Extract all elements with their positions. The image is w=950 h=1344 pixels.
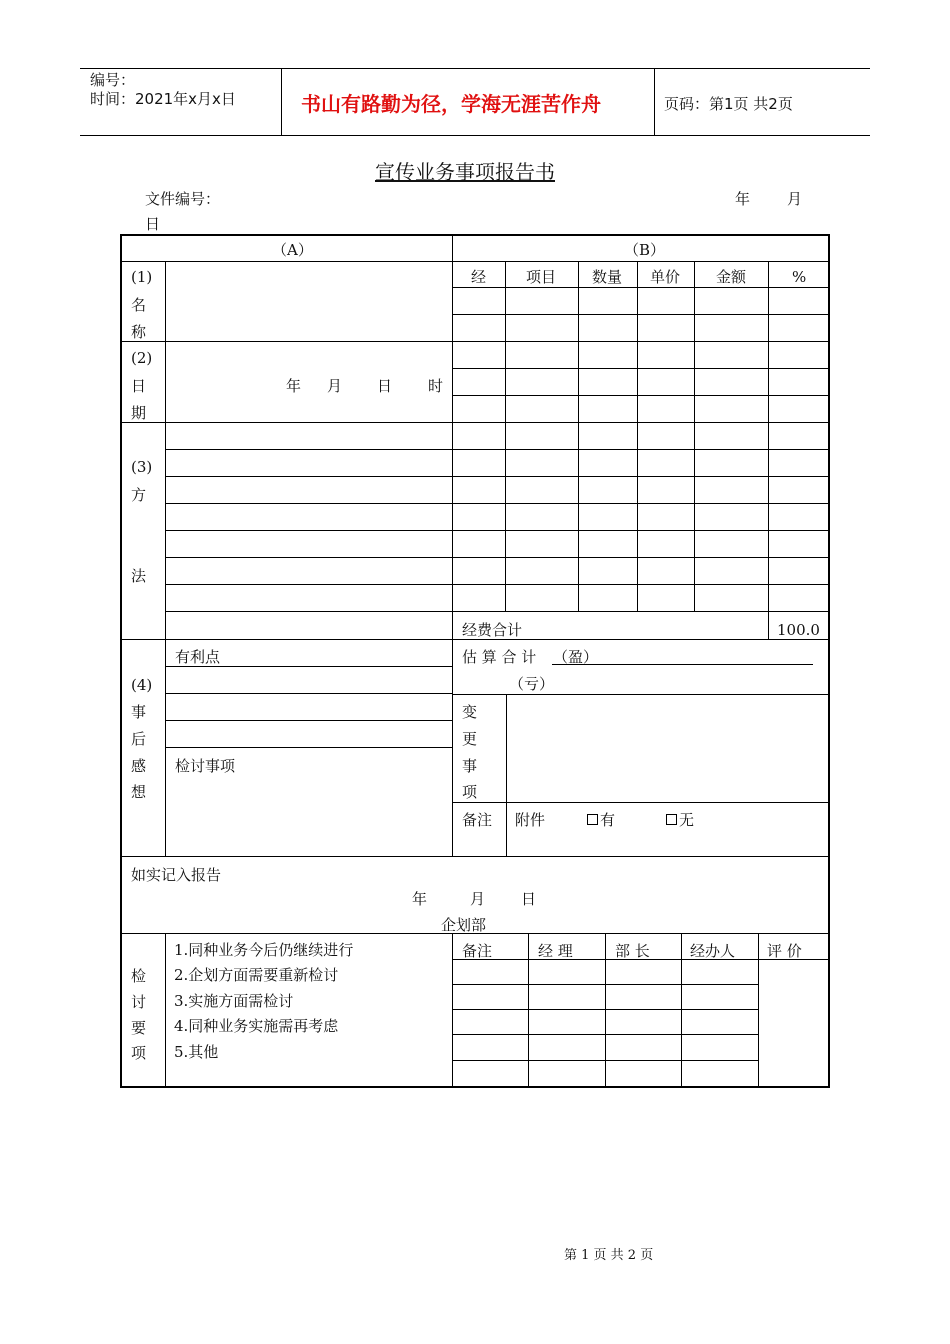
checkbox-icon (587, 814, 598, 825)
attach-no-option[interactable] (666, 811, 694, 829)
estimate-profit: （盈） (553, 648, 599, 666)
file-number-label: 文件编号： (145, 190, 221, 208)
date-day: 日 (145, 215, 161, 233)
b-header-quantity: 数量 (592, 268, 623, 286)
row2-label-a: 日 (131, 377, 147, 395)
attach-no-label: 无 (679, 811, 695, 829)
advantages-label: 有利点 (175, 648, 221, 666)
change-label-d: 项 (462, 783, 478, 801)
row4-label-d: 想 (131, 783, 147, 801)
review-item-1: 1.同种业务今后仍继续进行 (174, 941, 354, 959)
b-header-amount: 金额 (716, 268, 747, 286)
sign-header-remark: 备注 (462, 942, 493, 960)
row4-label-a: 事 (131, 703, 147, 721)
row3-label-a: 方 (131, 486, 147, 504)
sign-header-evaluation: 评 价 (767, 942, 802, 960)
attach-yes-option[interactable] (587, 811, 615, 829)
record-year: 年 (412, 890, 428, 908)
total-value: 100.0 (777, 621, 820, 639)
total-label: 经费合计 (462, 621, 523, 639)
b-header-unit-price: 单价 (650, 268, 681, 286)
number-label: 编号： (90, 71, 136, 89)
row2-hour: 时 (428, 377, 444, 395)
sign-header-manager: 经 理 (538, 942, 573, 960)
sign-header-handler: 经办人 (690, 942, 736, 960)
row2-year: 年 (286, 377, 302, 395)
row4-label-num: (4) (131, 676, 153, 694)
b-header-item: 项目 (526, 268, 557, 286)
review-item-5: 5.其他 (174, 1043, 219, 1061)
row2-label-b: 期 (131, 404, 147, 422)
estimate-label: 估 算 合 计 (462, 648, 537, 666)
review-items-label: 检讨事项 (175, 757, 236, 775)
attach-yes-label: 有 (600, 811, 616, 829)
record-month: 月 (470, 890, 486, 908)
review-item-2: 2.企划方面需要重新检讨 (174, 966, 339, 984)
row4-label-c: 感 (131, 757, 147, 775)
date-year: 年 (735, 190, 751, 208)
row2-label-num: (2) (131, 349, 153, 367)
row2-month: 月 (327, 377, 343, 395)
review-item-4: 4.同种业务实施需再考虑 (174, 1017, 339, 1035)
b-header-expense: 经 (471, 268, 487, 286)
department: 企划部 (441, 916, 487, 934)
review-label-a: 检 (131, 967, 147, 985)
review-label-c: 要 (131, 1019, 147, 1037)
attachment-label: 附件 (515, 811, 546, 829)
review-label-b: 讨 (131, 993, 147, 1011)
page-title: 宣传业务事项报告书 (375, 160, 555, 184)
change-label-c: 事 (462, 757, 478, 775)
remark-label: 备注 (462, 811, 493, 829)
page-label: 页码：第1页 共2页 (664, 95, 793, 113)
row1-label-num: (1) (131, 268, 153, 286)
time-label: 时间：2021年x月x日 (90, 90, 236, 108)
estimate-loss: （亏） (509, 675, 555, 693)
column-a-header: （A） (272, 241, 313, 259)
row4-label-b: 后 (131, 730, 147, 748)
column-b-header: （B） (624, 241, 666, 259)
row1-label-a: 名 (131, 296, 147, 314)
record-day: 日 (521, 890, 537, 908)
b-header-percent: % (792, 268, 807, 286)
row3-label-num: (3) (131, 458, 153, 476)
motto: 书山有路勤为径，学海无涯苦作舟 (301, 92, 601, 116)
sign-header-director: 部 长 (615, 942, 650, 960)
checkbox-icon (666, 814, 677, 825)
date-month: 月 (787, 190, 803, 208)
row1-label-b: 称 (131, 323, 147, 341)
review-label-d: 项 (131, 1044, 147, 1062)
review-item-3: 3.实施方面需检讨 (174, 992, 294, 1010)
record-label: 如实记入报告 (131, 866, 222, 884)
row3-label-b: 法 (131, 567, 147, 585)
row2-day: 日 (377, 377, 393, 395)
change-label-b: 更 (462, 730, 478, 748)
page-footer: 第 1 页 共 2 页 (564, 1248, 654, 1263)
change-label-a: 变 (462, 703, 478, 721)
